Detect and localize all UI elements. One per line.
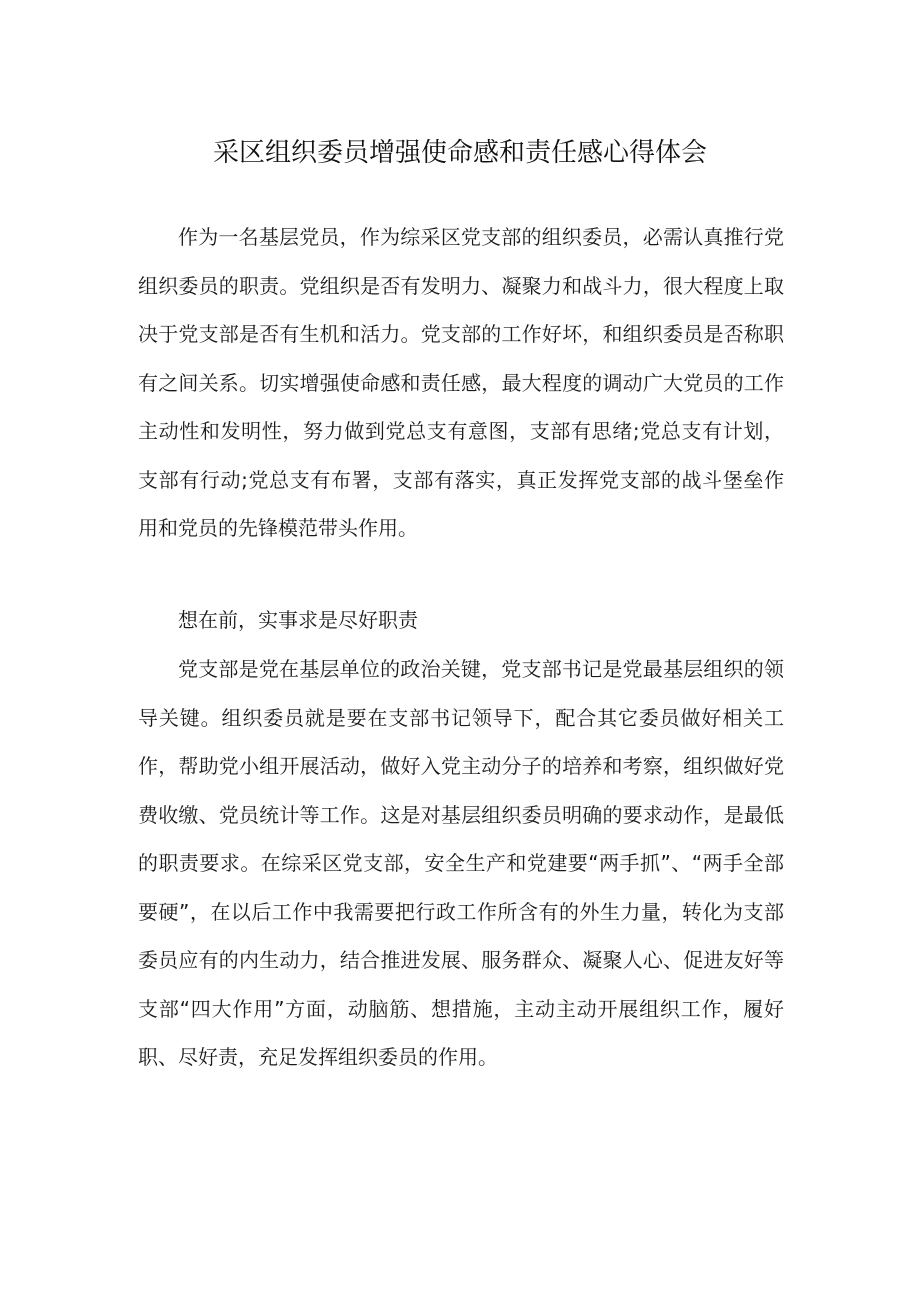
paragraph-intro: 作为一名基层党员，作为综采区党支部的组织委员，必需认真推行党组织委员的职责。党组织是否有发明力、凝聚力和战斗力，很大程度上取决于党支部是否有生机和活力。党支部的工作好坏，和组织委员是否称职有之间关系。切实增强使命感和责任感，最大程度的调动广大党员的工作主动性和发明性，努力做到党总支有意图，支部有思绪;党总支有计划，支部有行动;党总支有布署，支部有落实，真正发挥党支部的战斗堡垒作用和党员的先锋模范带头作用。 <box>138 225 784 540</box>
paragraph-body: 党支部是党在基层单位的政治关键，党支部书记是党最基层组织的领导关键。组织委员就是要在支部书记领导下，配合其它委员做好相关工作，帮助党小组开展活动，做好入党主动分子的培养和考察，组织做好党费收缴、党员统计等工作。这是对基层组织委员明确的要求动作，是最低的职责要求。在综采区党支部，安全生产和党建要“两手抓”、“两手全部要硬”，在以后工作中我需要把行政工作所含有的外生力量，转化为支部委员应有的内生动力，结合推进发展、服务群众、凝聚人心、促进友好等支部“四大作用”方面，动脑筋、想措施，主动主动开展组织工作，履好职、尽好责，充足发挥组织委员的作用。 <box>138 657 784 1069</box>
document-title: 采区组织委员增强使命感和责任感心得体会 <box>212 138 707 169</box>
section-heading: 想在前，实事求是尽好职责 <box>178 608 418 632</box>
